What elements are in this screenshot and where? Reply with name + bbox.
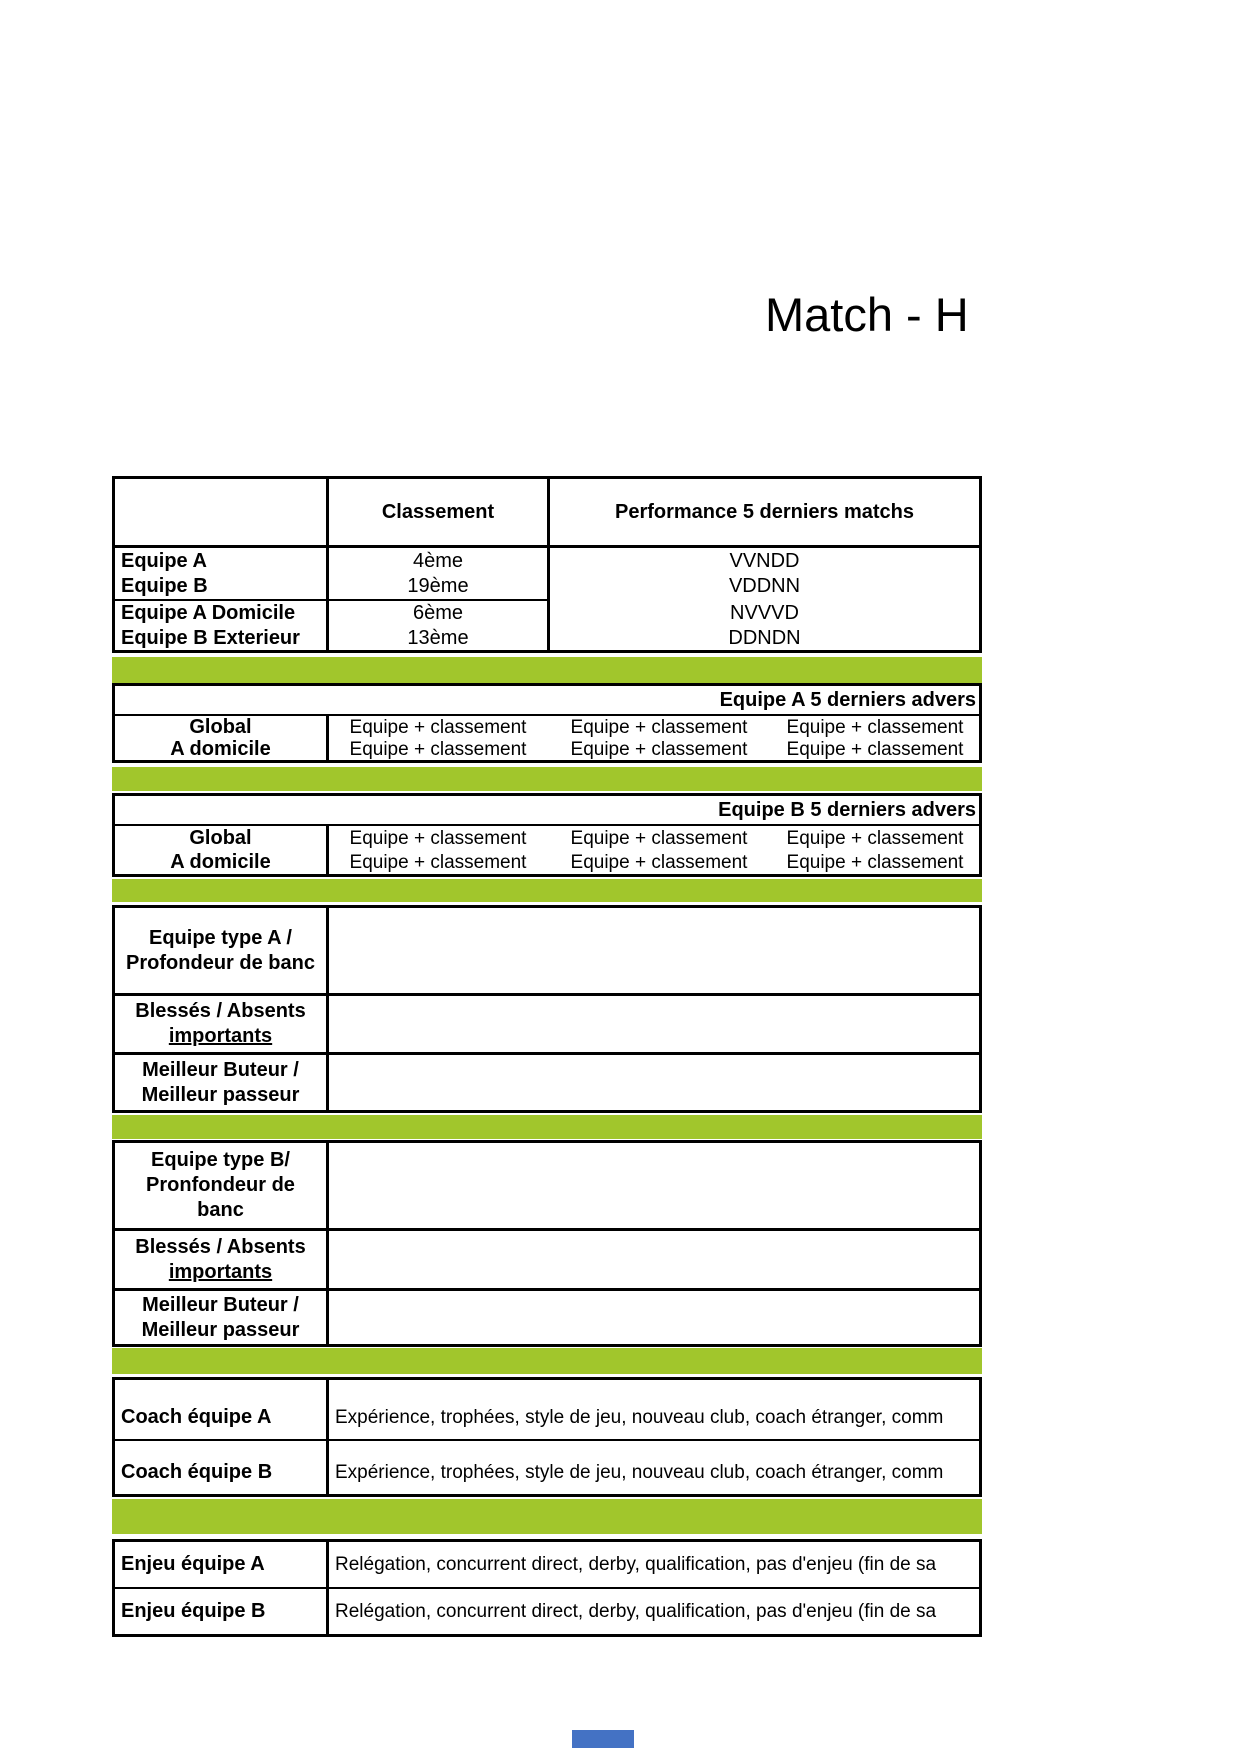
row-label-equipe-a: Equipe A: [121, 549, 207, 572]
section-coaches: [112, 1377, 982, 1497]
row-label-equipe-b-exterieur: Equipe B Exterieur: [121, 626, 300, 649]
green-divider-bar: [112, 1115, 982, 1139]
team-b-scorers-label: [115, 1291, 326, 1344]
green-divider-bar: [112, 767, 982, 791]
opponents-b-domicile-cell-2: Equipe + classement: [570, 851, 748, 873]
classement-value-equipe-b: 19ème: [407, 575, 469, 597]
stake-b-label: Enjeu équipe B: [121, 1600, 266, 1622]
team-b-injuries-label: [115, 1231, 326, 1288]
column-header-classement: Classement: [381, 500, 495, 523]
section-team-a-details: [112, 905, 982, 1113]
performance-value-equipe-b-exterieur: DDNDN: [728, 626, 801, 649]
opponents-a-global-cell-3: Equipe + classement: [786, 716, 964, 738]
team-a-squad-line1: Equipe type A /: [149, 926, 292, 949]
team-a-scorers-label: [115, 1055, 326, 1110]
team-a-injuries-line1: Blessés / Absents: [135, 1000, 306, 1022]
stake-a-label: Enjeu équipe A: [121, 1553, 265, 1575]
opponents-b-global-cell-3: Equipe + classement: [786, 827, 964, 849]
opponents-a-global-cell-2: Equipe + classement: [570, 716, 748, 738]
opponents-a-domicile-cell-2: Equipe + classement: [570, 739, 748, 760]
section-opponents-b-title: Equipe B 5 derniers advers: [718, 798, 976, 821]
opponents-b-global-cell-2: Equipe + classement: [570, 827, 748, 849]
opponents-b-global-label: Global: [189, 827, 252, 849]
section-opponents-a-title: Equipe A 5 derniers advers: [719, 688, 976, 711]
page-title: Match - H: [765, 288, 969, 341]
green-divider-bar: [112, 1348, 982, 1374]
team-b-scorers-line1: Meilleur Buteur /: [142, 1293, 299, 1316]
performance-value-equipe-a: VVNDD: [729, 549, 800, 572]
section-team-b-details: [112, 1140, 982, 1347]
team-a-squad-label: [115, 908, 326, 993]
team-b-scorers-line2: Meilleur passeur: [141, 1318, 300, 1341]
team-a-injuries-line2: importants: [168, 1025, 273, 1047]
opponents-a-domicile-cell-1: Equipe + classement: [349, 739, 527, 760]
opponents-a-domicile-cell-3: Equipe + classement: [786, 739, 964, 760]
section-stakes: [112, 1539, 982, 1637]
coach-b-label: Coach équipe B: [121, 1461, 273, 1483]
overview-table: [112, 476, 982, 653]
team-b-squad-line1: Equipe type B/: [151, 1149, 290, 1171]
performance-value-equipe-b: VDDNN: [728, 575, 801, 597]
team-a-injuries-label: [115, 996, 326, 1052]
classement-value-equipe-b-exterieur: 13ème: [407, 626, 469, 649]
team-b-squad-label: [115, 1143, 326, 1228]
team-b-squad-line2: Pronfondeur de: [146, 1174, 295, 1196]
team-a-squad-line2: Profondeur de banc: [126, 951, 315, 974]
coach-b-value: Expérience, trophées, style de jeu, nouveau club, coach étranger, comm: [335, 1462, 944, 1484]
stake-a-value: Relégation, concurrent direct, derby, qualification, pas d'enjeu (fin de sa: [335, 1553, 937, 1575]
team-a-details-vline: [326, 908, 329, 1110]
opponents-a-domicile-label: A domicile: [170, 739, 271, 760]
team-a-scorers-line1: Meilleur Buteur /: [142, 1058, 299, 1081]
green-divider-bar: [112, 657, 982, 683]
coach-a-value: Expérience, trophées, style de jeu, nouveau club, coach étranger, comm: [335, 1407, 944, 1429]
opponents-a-global-cell-1: Equipe + classement: [349, 716, 527, 738]
column-header-performance: Performance 5 derniers matchs: [614, 500, 915, 523]
section-opponents-a: [112, 683, 982, 763]
opponents-a-global-label: Global: [189, 716, 252, 738]
row-label-equipe-b: Equipe B: [121, 575, 208, 597]
team-b-details-vline: [326, 1143, 329, 1344]
opponents-b-domicile-cell-3: Equipe + classement: [786, 851, 964, 873]
green-divider-bar: [112, 879, 982, 902]
team-b-injuries-line1: Blessés / Absents: [135, 1235, 306, 1258]
team-b-injuries-line2: importants: [168, 1260, 273, 1283]
section-opponents-b: [112, 793, 982, 877]
performance-value-equipe-a-domicile: NVVVD: [730, 602, 799, 624]
coach-a-label: Coach équipe A: [121, 1406, 272, 1428]
green-divider-bar: [112, 1499, 982, 1534]
opponents-b-global-cell-1: Equipe + classement: [349, 827, 527, 849]
row-label-equipe-a-domicile: Equipe A Domicile: [121, 602, 296, 624]
opponents-b-domicile-label: A domicile: [170, 851, 271, 873]
classement-value-equipe-a: 4ème: [412, 549, 464, 572]
stake-b-value: Relégation, concurrent direct, derby, qualification, pas d'enjeu (fin de sa: [335, 1600, 937, 1622]
classement-value-equipe-a-domicile: 6ème: [412, 602, 464, 624]
team-a-scorers-line2: Meilleur passeur: [141, 1083, 300, 1106]
opponents-b-domicile-cell-1: Equipe + classement: [349, 851, 527, 873]
team-b-squad-line3: banc: [197, 1199, 244, 1221]
blue-fragment-bar: [572, 1730, 634, 1748]
